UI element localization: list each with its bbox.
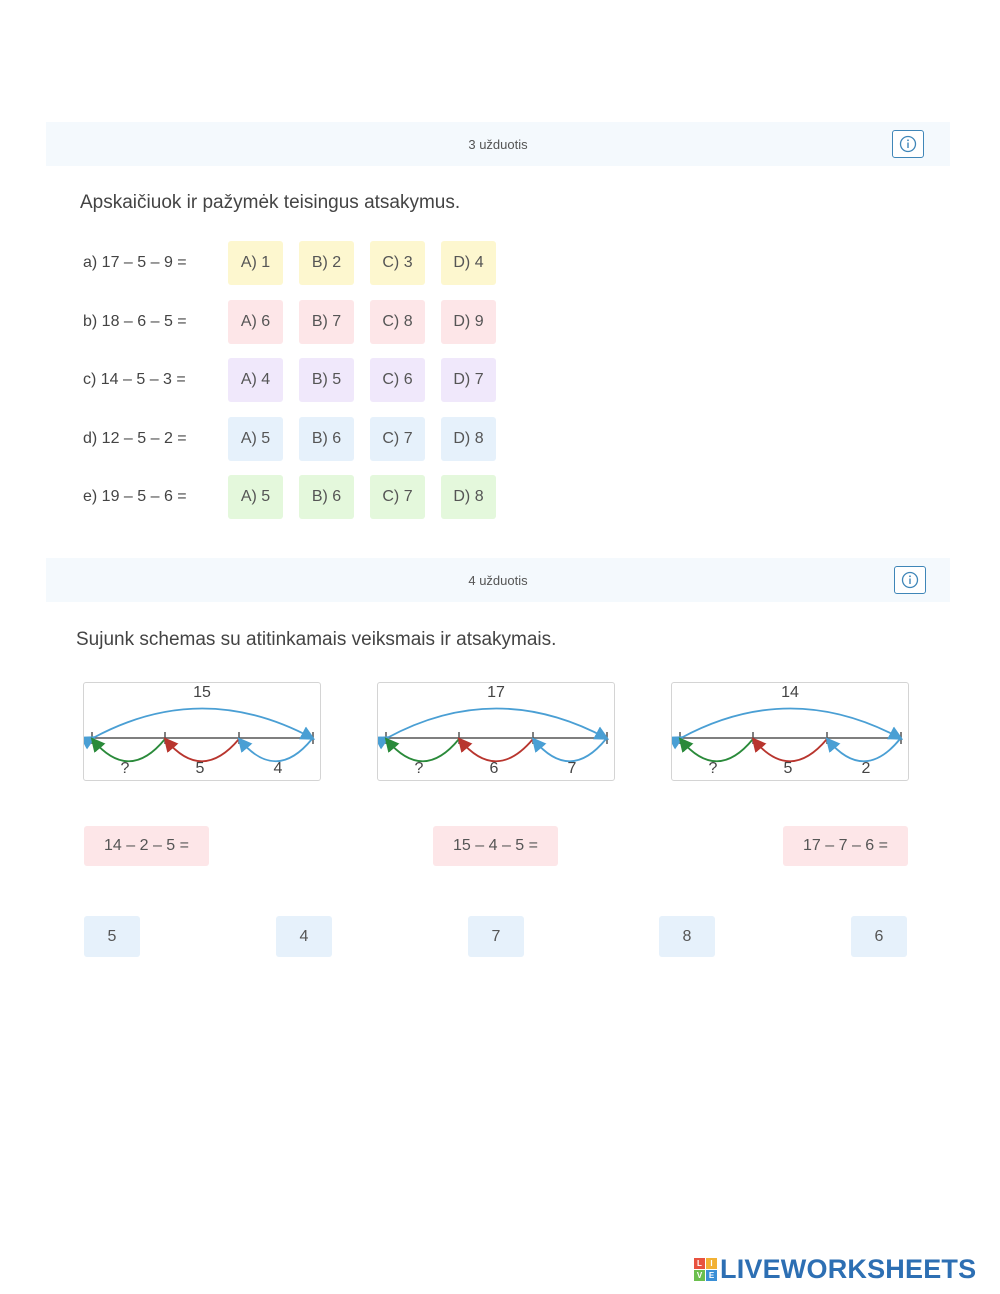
- option-c[interactable]: C) 7: [370, 417, 425, 461]
- middle-arc: [166, 739, 239, 761]
- task3-row-a: [83, 241, 512, 285]
- scheme-part: ?: [120, 760, 130, 777]
- scheme-total: 14: [781, 684, 799, 701]
- logo-text: LIVEWORKSHEETS: [720, 1254, 977, 1284]
- option-c[interactable]: C) 8: [370, 300, 425, 344]
- row-expression: e) 19 – 5 – 6 =: [83, 488, 187, 505]
- task4-instruction: Sujunk schemas su atitinkamais veiksmais ir atsakymais.: [76, 629, 557, 650]
- equation-3[interactable]: 17 – 7 – 6 =: [783, 826, 908, 866]
- task3-row-b: [83, 300, 512, 344]
- option-b[interactable]: B) 5: [299, 358, 354, 402]
- unknown-arc: [681, 739, 753, 761]
- task4-info-button[interactable]: [894, 566, 926, 594]
- task4-title: 4 užduotis: [468, 572, 528, 588]
- scheme-1[interactable]: [83, 682, 321, 781]
- option-a[interactable]: A) 5: [228, 475, 283, 519]
- option-c[interactable]: C) 7: [370, 475, 425, 519]
- option-b[interactable]: B) 2: [299, 241, 354, 285]
- option-a[interactable]: A) 1: [228, 241, 283, 285]
- option-d[interactable]: D) 8: [441, 475, 496, 519]
- scheme-total: 17: [487, 684, 505, 701]
- task3-header-bar: [46, 122, 950, 166]
- row-expression: b) 18 – 6 – 5 =: [83, 313, 187, 330]
- liveworksheets-logo: [694, 1254, 976, 1285]
- task3-row-d: [83, 417, 512, 461]
- scheme-3[interactable]: [671, 682, 909, 781]
- right-arc: [240, 739, 312, 761]
- answer-5[interactable]: 6: [851, 916, 907, 957]
- task3-row-c: [83, 358, 512, 402]
- logo-letter: L: [694, 1258, 705, 1269]
- middle-arc: [460, 739, 533, 761]
- option-c[interactable]: C) 3: [370, 241, 425, 285]
- task3-instruction: Apskaičiuok ir pažymėk teisingus atsakymus.: [80, 192, 461, 213]
- scheme-part: 5: [195, 760, 205, 777]
- total-arc: [93, 709, 312, 739]
- scheme-part: ?: [414, 760, 424, 777]
- info-icon: [901, 571, 919, 589]
- scheme-part: 5: [783, 760, 793, 777]
- right-arc: [828, 739, 900, 761]
- scheme-part: 6: [489, 760, 499, 777]
- option-a[interactable]: A) 6: [228, 300, 283, 344]
- option-b[interactable]: B) 6: [299, 475, 354, 519]
- option-a[interactable]: A) 5: [228, 417, 283, 461]
- answer-1[interactable]: 5: [84, 916, 140, 957]
- right-arc: [534, 739, 606, 761]
- total-arc: [681, 709, 900, 739]
- option-c[interactable]: C) 6: [370, 358, 425, 402]
- scheme-part: 2: [861, 760, 871, 777]
- middle-arc: [754, 739, 827, 761]
- option-b[interactable]: B) 7: [299, 300, 354, 344]
- option-d[interactable]: D) 8: [441, 417, 496, 461]
- option-b[interactable]: B) 6: [299, 417, 354, 461]
- unknown-arc: [93, 739, 165, 761]
- logo-letter: V: [694, 1270, 705, 1281]
- row-expression: d) 12 – 5 – 2 =: [83, 430, 187, 447]
- option-d[interactable]: D) 4: [441, 241, 496, 285]
- equation-1[interactable]: 14 – 2 – 5 =: [84, 826, 209, 866]
- scheme-total: 15: [193, 684, 211, 701]
- row-expression: a) 17 – 5 – 9 =: [83, 254, 187, 271]
- task3-info-button[interactable]: [892, 130, 924, 158]
- option-d[interactable]: D) 7: [441, 358, 496, 402]
- info-icon: [899, 135, 917, 153]
- answer-3[interactable]: 7: [468, 916, 524, 957]
- scheme-2[interactable]: [377, 682, 615, 781]
- answer-4[interactable]: 8: [659, 916, 715, 957]
- logo-letter: I: [706, 1258, 717, 1269]
- total-arc: [387, 709, 606, 739]
- option-d[interactable]: D) 9: [441, 300, 496, 344]
- option-a[interactable]: A) 4: [228, 358, 283, 402]
- logo-grid-icon: [694, 1258, 717, 1281]
- task4-header-bar: [46, 558, 950, 602]
- logo-letter: E: [706, 1270, 717, 1281]
- task3-title: 3 užduotis: [468, 136, 528, 152]
- scheme-part: 7: [567, 760, 577, 777]
- answer-2[interactable]: 4: [276, 916, 332, 957]
- unknown-arc: [387, 739, 459, 761]
- row-expression: c) 14 – 5 – 3 =: [83, 371, 186, 388]
- scheme-part: 4: [273, 760, 283, 777]
- equation-2[interactable]: 15 – 4 – 5 =: [433, 826, 558, 866]
- task3-row-e: [83, 475, 512, 519]
- scheme-part: ?: [708, 760, 718, 777]
